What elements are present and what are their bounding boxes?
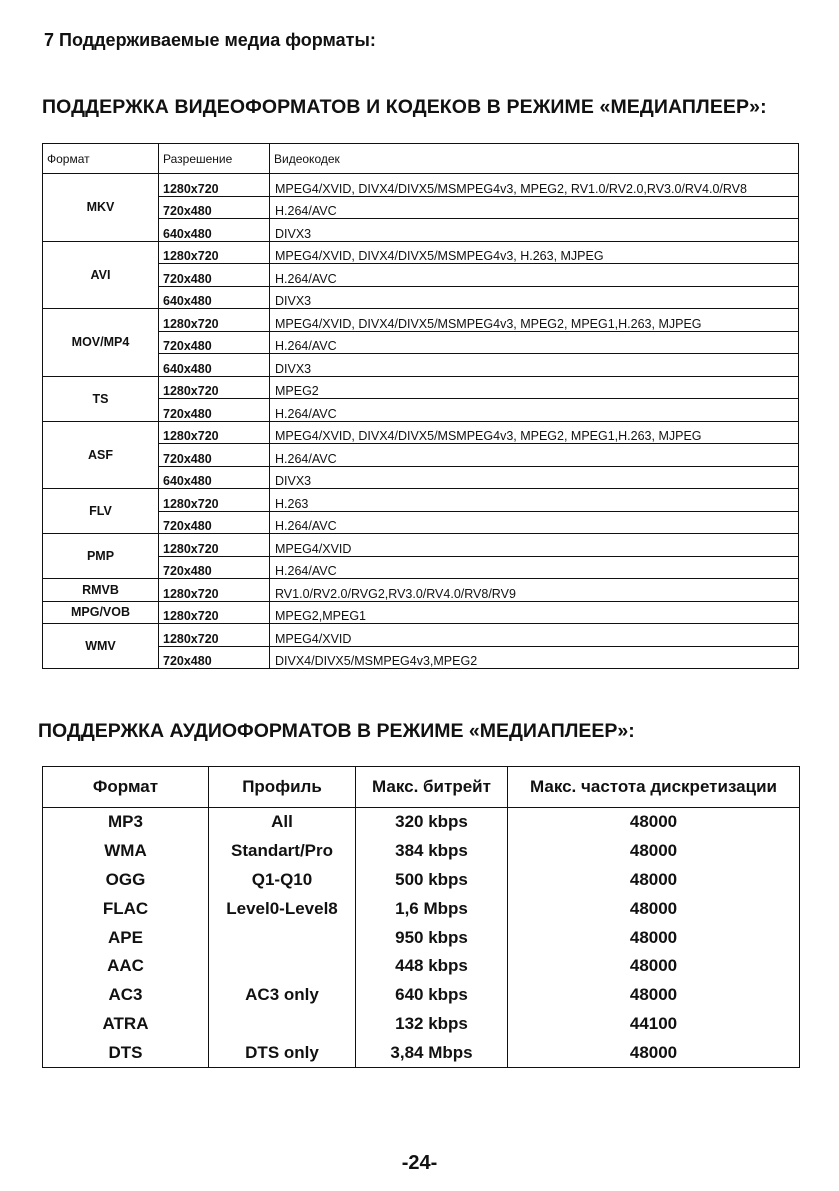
audio-formats-title: ПОДДЕРЖКА АУДИОФОРМАТОВ В РЕЖИМЕ «МЕДИАПЛЕЕР»: (38, 720, 635, 742)
bitrate-cell: 1,6 Mbps (356, 894, 508, 923)
table-row (43, 923, 800, 952)
resolution-cell: 640x480 (159, 354, 270, 377)
resolution-cell: 1280x720 (159, 421, 270, 444)
format-cell: AVI (43, 241, 159, 309)
bitrate-cell: 320 kbps (356, 808, 508, 837)
resolution-cell: 1280x720 (159, 579, 270, 602)
bitrate-cell: 3,84 Mbps (356, 1038, 508, 1067)
codec-cell: H.264/AVC (270, 511, 799, 534)
resolution-cell: 1280x720 (159, 534, 270, 557)
codec-cell: DIVX3 (270, 466, 799, 489)
resolution-cell: 720x480 (159, 399, 270, 422)
format-cell: PMP (43, 534, 159, 579)
format-cell: MKV (43, 174, 159, 242)
table-row (43, 624, 799, 647)
format-cell: RMVB (43, 579, 159, 602)
codec-cell: H.263 (270, 489, 799, 512)
table-row (43, 241, 799, 264)
format-cell: WMV (43, 624, 159, 669)
table-row (43, 534, 799, 557)
bitrate-cell: 132 kbps (356, 1010, 508, 1039)
format-cell: AAC (43, 952, 209, 981)
profile-cell: All (209, 808, 356, 837)
format-cell: MPG/VOB (43, 601, 159, 624)
table-row (43, 866, 800, 895)
audio-formats-table (42, 766, 800, 1068)
resolution-cell: 1280x720 (159, 624, 270, 647)
resolution-cell: 1280x720 (159, 241, 270, 264)
resolution-cell: 720x480 (159, 444, 270, 467)
resolution-cell: 640x480 (159, 286, 270, 309)
profile-cell: DTS only (209, 1038, 356, 1067)
sample-rate-cell: 48000 (508, 952, 800, 981)
video-table-header (43, 144, 799, 174)
video-formats-table (42, 143, 799, 669)
table-row (43, 601, 799, 624)
sample-rate-cell: 44100 (508, 1010, 800, 1039)
bitrate-cell: 448 kbps (356, 952, 508, 981)
codec-cell: DIVX4/DIVX5/MSMPEG4v3,MPEG2 (270, 646, 799, 669)
format-cell: ATRA (43, 1010, 209, 1039)
codec-cell: H.264/AVC (270, 444, 799, 467)
codec-cell: MPEG4/XVID, DIVX4/DIVX5/MSMPEG4v3, MPEG2, MPEG1,H.263, MJPEG (270, 309, 799, 332)
resolution-cell: 1280x720 (159, 601, 270, 624)
codec-cell: DIVX3 (270, 286, 799, 309)
bitrate-cell: 500 kbps (356, 866, 508, 895)
resolution-cell: 1280x720 (159, 309, 270, 332)
sample-rate-cell: 48000 (508, 1038, 800, 1067)
resolution-cell: 720x480 (159, 646, 270, 669)
video-formats-title: ПОДДЕРЖКА ВИДЕОФОРМАТОВ И КОДЕКОВ В РЕЖИМЕ «МЕДИАПЛЕЕР»: (42, 96, 767, 118)
page-number: -24- (401, 1152, 438, 1174)
bitrate-cell: 384 kbps (356, 837, 508, 866)
codec-cell: H.264/AVC (270, 264, 799, 287)
header-format: Формат (43, 767, 209, 808)
sample-rate-cell: 48000 (508, 837, 800, 866)
sample-rate-cell: 48000 (508, 981, 800, 1010)
codec-cell: H.264/AVC (270, 399, 799, 422)
codec-cell: H.264/AVC (270, 196, 799, 219)
table-row (43, 174, 799, 197)
header-profile: Профиль (209, 767, 356, 808)
table-row (43, 309, 799, 332)
format-cell: ASF (43, 421, 159, 489)
header-resolution: Разрешение (159, 144, 270, 174)
table-row (43, 376, 799, 399)
format-cell: WMA (43, 837, 209, 866)
header-format: Формат (43, 144, 159, 174)
table-row (43, 808, 800, 837)
profile-cell: Standart/Pro (209, 837, 356, 866)
table-row (43, 489, 799, 512)
resolution-cell: 1280x720 (159, 174, 270, 197)
profile-cell: AC3 only (209, 981, 356, 1010)
format-cell: OGG (43, 866, 209, 895)
sample-rate-cell: 48000 (508, 866, 800, 895)
profile-cell: Q1-Q10 (209, 866, 356, 895)
header-max-sample-rate: Макс. частота дискретизации (508, 767, 800, 808)
codec-cell: MPEG4/XVID, DIVX4/DIVX5/MSMPEG4v3, MPEG2, MPEG1,H.263, MJPEG (270, 421, 799, 444)
codec-cell: MPEG2,MPEG1 (270, 601, 799, 624)
table-row (43, 837, 800, 866)
bitrate-cell: 640 kbps (356, 981, 508, 1010)
format-cell: AC3 (43, 981, 209, 1010)
codec-cell: H.264/AVC (270, 331, 799, 354)
resolution-cell: 1280x720 (159, 376, 270, 399)
resolution-cell: 640x480 (159, 466, 270, 489)
table-row (43, 894, 800, 923)
codec-cell: MPEG4/XVID (270, 624, 799, 647)
audio-table-header (43, 767, 800, 808)
resolution-cell: 640x480 (159, 219, 270, 242)
format-cell: APE (43, 923, 209, 952)
codec-cell: MPEG4/XVID, DIVX4/DIVX5/MSMPEG4v3, MPEG2, RV1.0/RV2.0,RV3.0/RV4.0/RV8 (270, 174, 799, 197)
codec-cell: MPEG4/XVID, DIVX4/DIVX5/MSMPEG4v3, H.263, MJPEG (270, 241, 799, 264)
format-cell: DTS (43, 1038, 209, 1067)
format-cell: MP3 (43, 808, 209, 837)
format-cell: MOV/MP4 (43, 309, 159, 377)
codec-cell: DIVX3 (270, 354, 799, 377)
profile-cell (209, 1010, 356, 1039)
table-row (43, 1010, 800, 1039)
format-cell: FLV (43, 489, 159, 534)
codec-cell: MPEG4/XVID (270, 534, 799, 557)
table-row (43, 579, 799, 602)
codec-cell: DIVX3 (270, 219, 799, 242)
sample-rate-cell: 48000 (508, 808, 800, 837)
format-cell: FLAC (43, 894, 209, 923)
codec-cell: H.264/AVC (270, 556, 799, 579)
bitrate-cell: 950 kbps (356, 923, 508, 952)
section-title: 7 Поддерживаемые медиа форматы: (44, 30, 376, 50)
resolution-cell: 720x480 (159, 556, 270, 579)
table-row (43, 421, 799, 444)
resolution-cell: 720x480 (159, 264, 270, 287)
header-max-bitrate: Макс. битрейт (356, 767, 508, 808)
profile-cell: Level0-Level8 (209, 894, 356, 923)
sample-rate-cell: 48000 (508, 894, 800, 923)
resolution-cell: 720x480 (159, 511, 270, 534)
table-row (43, 1038, 800, 1067)
resolution-cell: 1280x720 (159, 489, 270, 512)
resolution-cell: 720x480 (159, 331, 270, 354)
header-codec: Видеокодек (270, 144, 799, 174)
table-row (43, 952, 800, 981)
profile-cell (209, 923, 356, 952)
codec-cell: MPEG2 (270, 376, 799, 399)
codec-cell: RV1.0/RV2.0/RVG2,RV3.0/RV4.0/RV8/RV9 (270, 579, 799, 602)
sample-rate-cell: 48000 (508, 923, 800, 952)
resolution-cell: 720x480 (159, 196, 270, 219)
profile-cell (209, 952, 356, 981)
format-cell: TS (43, 376, 159, 421)
table-row (43, 981, 800, 1010)
